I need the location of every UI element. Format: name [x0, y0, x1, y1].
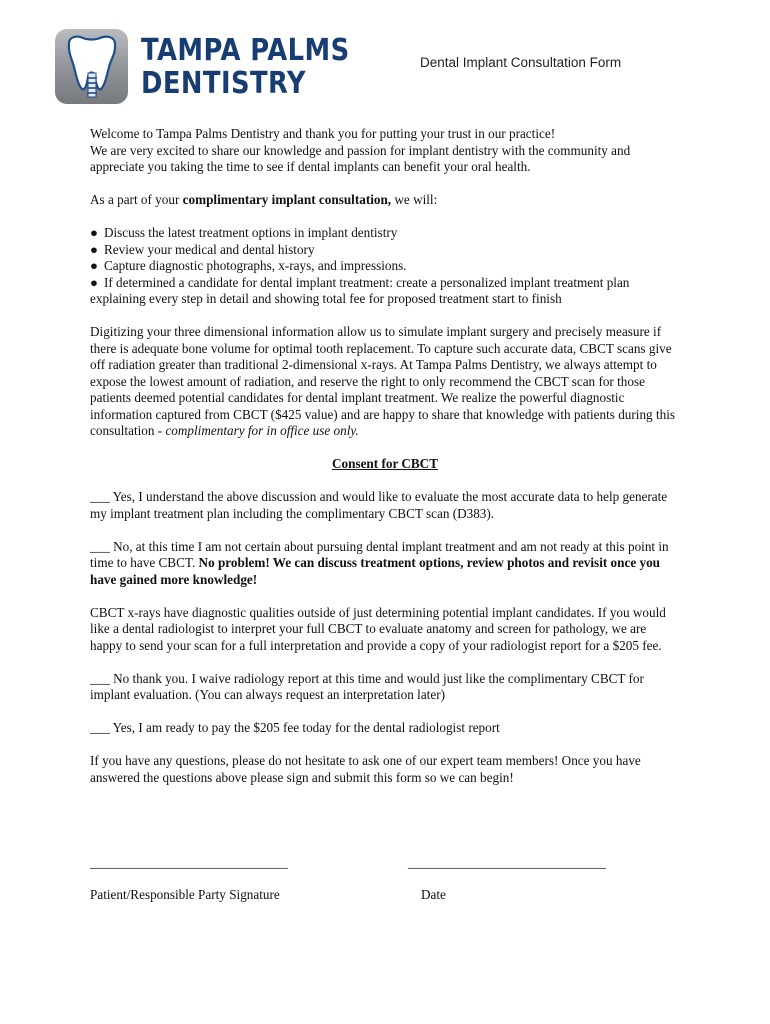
date-line[interactable]: ______________________________ — [408, 855, 606, 870]
consult-prefix: As a part of your — [90, 192, 183, 207]
consent-no-option[interactable] — [90, 539, 680, 589]
consent-yes-option[interactable]: ___ Yes, I understand the above discussion and would like to evaluate the most accurate data to help generate my implant treatment plan including the complimentary CBCT scan (D383). — [90, 489, 668, 521]
form-body — [90, 126, 680, 803]
intro-paragraph — [90, 126, 680, 176]
consult-bullet-list — [90, 225, 680, 308]
bullet-icon: ● — [90, 225, 98, 240]
bullet-text: If determined a candidate for dental implant treatment: create a personalized implant treatment plan explaining every step in detail and showing total fee for proposed treatment start to finish — [90, 274, 630, 306]
bullet-icon: ● — [90, 241, 98, 257]
intro-line1: Welcome to Tampa Palms Dentistry and thank you for putting your trust in our practice! — [90, 126, 556, 141]
consent-heading-row — [90, 456, 680, 473]
signature-label: Patient/Responsible Party Signature — [90, 887, 280, 902]
consult-suffix: we will: — [391, 192, 438, 207]
radiology-paragraph: CBCT x-rays have diagnostic qualities outside of just determining potential implant candidates. If you would like a dental radiologist to interpret your full CBCT to evaluate anatomy and screen for pathology, we are happy to send your scan for a full interpretation and provide a copy of your radiologist report for a $205 fee. — [90, 604, 666, 653]
list-item — [90, 275, 680, 308]
form-title: Dental Implant Consultation Form — [420, 55, 622, 70]
radiology-no-thanks-option[interactable]: ___ No thank you. I waive radiology report at this time and would just like the complimentary CBCT for implant evaluation. (You can always request an interpretation later) — [90, 670, 644, 702]
intro-line2: We are very excited to share our knowledge and passion for implant dentistry with the community and appreciate you taking the time to see if dental implants can benefit your oral health. — [90, 142, 631, 174]
tooth-implant-icon — [55, 29, 128, 104]
list-item — [90, 242, 680, 259]
bullet-icon: ● — [90, 258, 98, 273]
closing-paragraph: If you have any questions, please do not hesitate to ask one of our expert team members! Once you have answered the questions above please sign and submit this form so we can begin! — [90, 753, 641, 785]
list-item — [90, 225, 680, 242]
signature-line[interactable]: ______________________________ — [90, 855, 288, 870]
bullet-icon: ● — [90, 274, 98, 290]
consult-bold: complimentary implant consultation, — [182, 192, 392, 207]
consent-heading: Consent for CBCT — [332, 456, 438, 471]
consent-no-text: ___ No, at this time I am not certain about pursuing dental implant treatment and am not ready at this point in time to have CBCT. — [90, 538, 669, 570]
bullet-text: Capture diagnostic photographs, x-rays, and impressions. — [103, 258, 407, 273]
cbct-paragraph — [90, 324, 680, 440]
cbct-italic-note: complimentary for in office use only. — [165, 423, 359, 438]
bullet-text: Review your medical and dental history — [103, 241, 315, 257]
practice-logo — [55, 29, 365, 105]
bullet-text: Discuss the latest treatment options in implant dentistry — [103, 225, 398, 240]
logo-wordmark-line1: TAMPA PALMS — [141, 33, 350, 68]
logo-wordmark-line2: DENTISTRY — [141, 66, 307, 101]
consent-no-bold: No problem! We can discuss treatment options, review photos and revisit once you have gained more knowledge! — [90, 555, 660, 587]
date-label: Date — [421, 887, 446, 902]
list-item — [90, 258, 680, 275]
consult-intro — [90, 192, 680, 209]
radiology-yes-pay-option[interactable]: ___ Yes, I am ready to pay the $205 fee today for the dental radiologist report — [90, 720, 500, 735]
cbct-text: Digitizing your three dimensional information allow us to simulate implant surgery and precisely measure if there is adequate bone volume for optimal tooth replacement. To capture such accurate data, CBCT scans give off radiation greater than traditional 2-dimensional x-rays. At Tampa Palms Dentistry, we always attempt to expose the lowest amount of radiation, and reserve the right to only recommend the CBCT scan for those patients deemed potential candidates for dental implant treatment. We realize the powerful diagnostic information captured from CBCT ($425 value) and are happy to share that knowledge with patients during this consultation - — [90, 324, 675, 438]
